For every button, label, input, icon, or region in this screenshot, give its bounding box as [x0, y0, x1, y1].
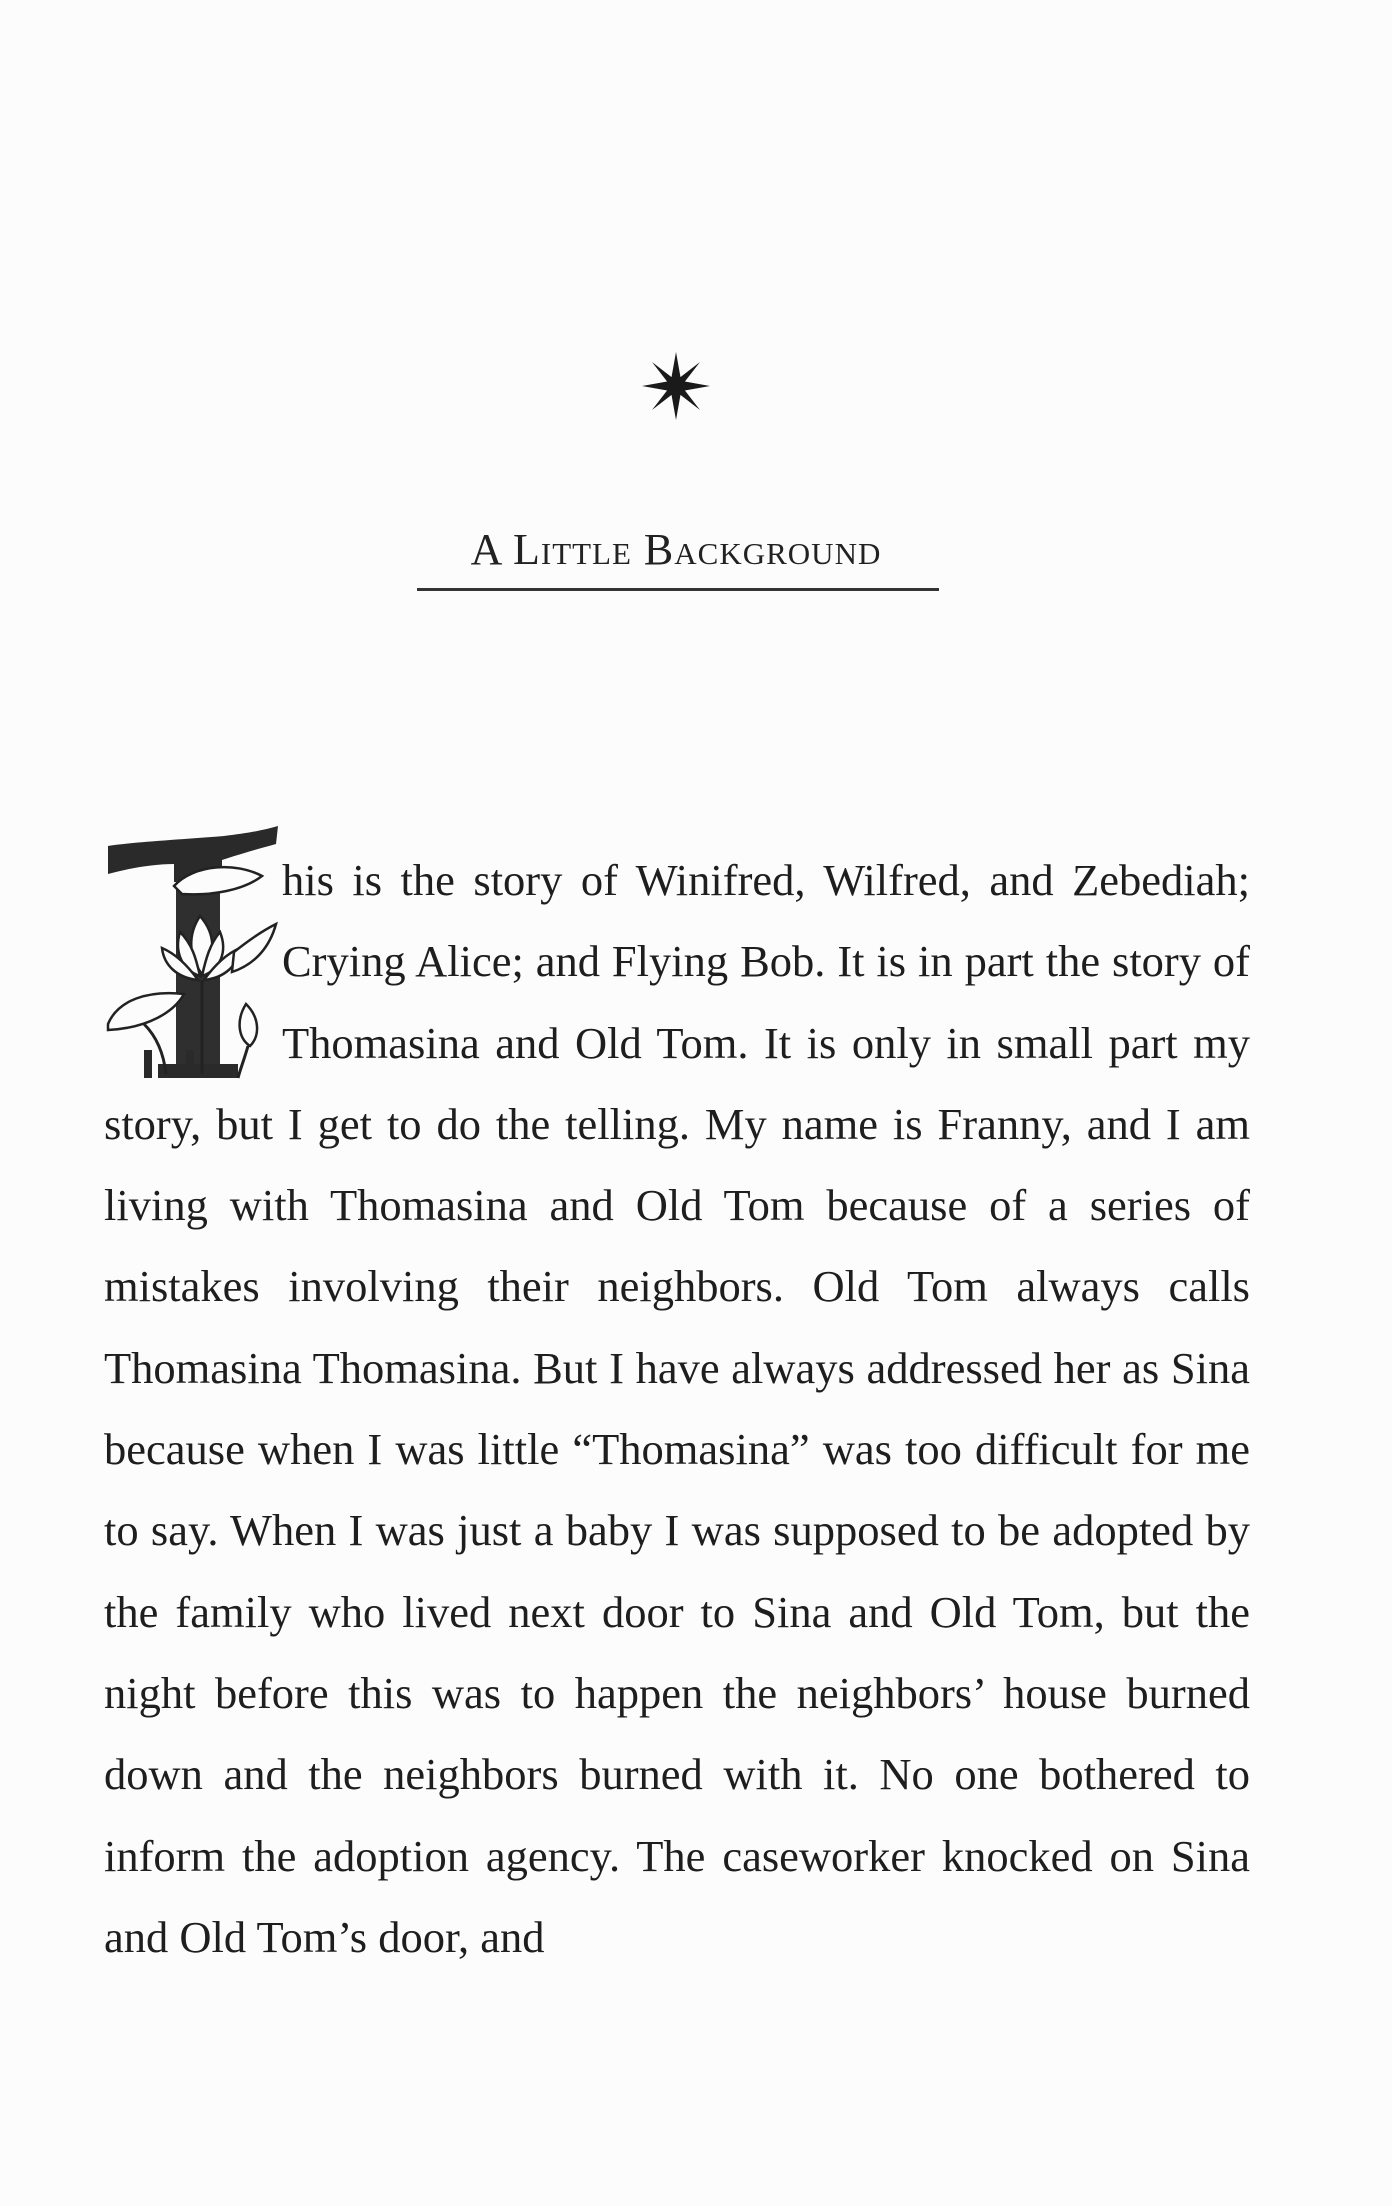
chapter-title: A Little Background [470, 525, 882, 574]
opening-text: his is the story of Winifred, Wilfred, and Zebediah; Crying Alice; and Flying Bob. It is in part the story of Thomasina and Old Tom. It is only in small part my story, but I get to do the telling. My name is Franny, and I am living with Thomasina and Old Tom because of a series of mistakes involving their neighbors. Old Tom always calls Thomasina Thomasina. But I have always addressed her as Sina because when I was little “Thomasina” was too difficult for me to say. When I was just a baby I was supposed to be adopted by the family who lived next door to Sina and Old Tom, but the night before this was to happen the neighbors’ house burned down and the neighbors burned with it. No one bothered to inform the adoption agency. The caseworker knocked on Sina and Old Tom’s door, and [104, 855, 1250, 1962]
title-underline [417, 588, 939, 591]
floral-dropcap-icon [104, 824, 280, 1082]
body-paragraph [104, 840, 1250, 1978]
eight-point-star-icon [636, 346, 716, 426]
